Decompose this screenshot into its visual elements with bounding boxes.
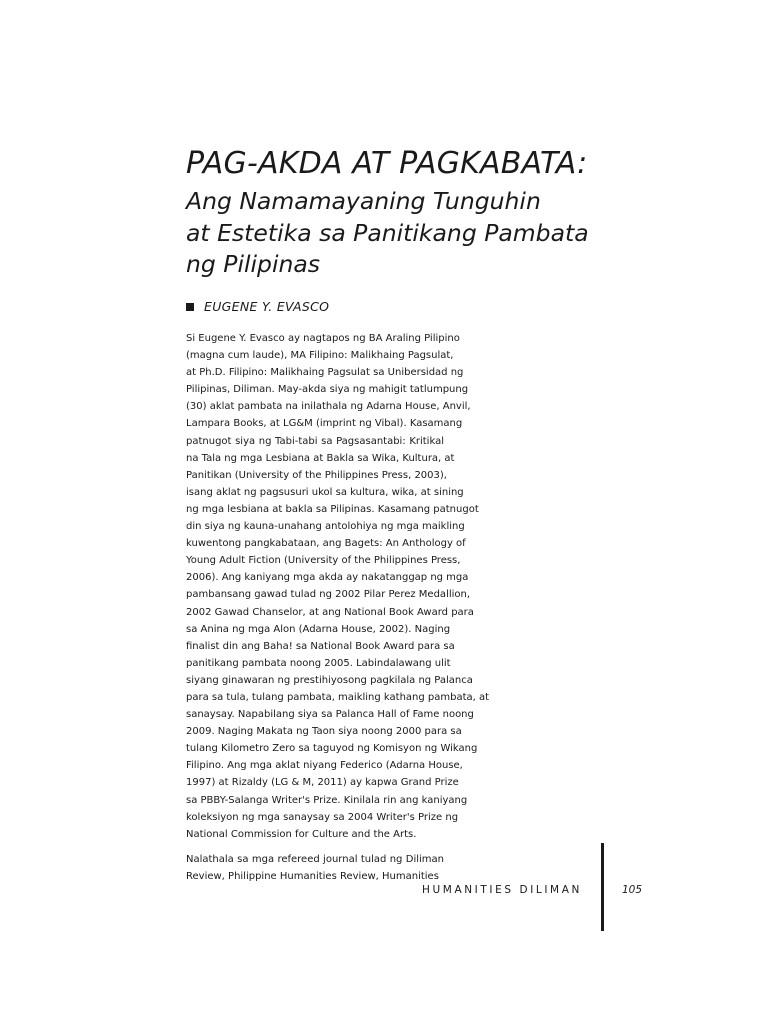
bio-line: ng mga lesbiana at bakla sa Pilipinas. Kasamang patnugot [186, 503, 479, 515]
bio-line: National Commission for Culture and the Arts. [186, 828, 417, 840]
bio-line: koleksiyon ng mga sanaysay sa 2004 Writer's Prize ng [186, 811, 459, 823]
author-line [186, 299, 329, 314]
bio-line: sa Anina ng mga Alon (Adarna House, 2002). Naging [186, 623, 451, 635]
bio-line: patnugot siya ng Tabi-tabi sa Pagsasantabi: Kritikal [186, 435, 444, 447]
author-bio [186, 330, 490, 885]
bio-line: tulang Kilometro Zero sa taguyod ng Komisyon ng Wikang [186, 743, 478, 755]
bio-line: Young Adult Fiction (University of the Philippines Press, [186, 555, 461, 567]
subtitle-line: ng Pilipinas [186, 250, 321, 278]
bio-line: 2009. Naging Makata ng Taon siya noong 2000 para sa [186, 726, 462, 738]
bio-line: Lampara Books, at LG&M (imprint ng Vibal). Kasamang [186, 418, 463, 430]
article-subtitle [186, 186, 626, 281]
paragraph-gap [186, 843, 444, 851]
journal-name: HUMANITIES DILIMAN [422, 884, 582, 896]
bio-line: sanaysay. Napabilang siya sa Palanca Hall of Fame noong [186, 709, 474, 721]
bio-line: din siya ng kauna-unahang antolohiya ng mga maikling [186, 521, 465, 533]
bio-line: Filipino. Ang mga aklat niyang Federico (Adarna House, [186, 760, 463, 772]
bio-line: 1997) at Rizaldy (LG & M, 2011) ay kapwa Grand Prize [186, 777, 459, 789]
author-name: EUGENE Y. EVASCO [204, 299, 330, 314]
bio-line: para sa tula, tulang pambata, maikling kathang pambata, at [186, 691, 490, 703]
bio-line: Pilipinas, Diliman. May-akda siya ng mahigit tatlumpung [186, 384, 469, 396]
bio-line: panitikang pambata noong 2005. Labindalawang ulit [186, 657, 451, 669]
bio-line: siyang ginawaran ng prestihiyosong pagkilala ng Palanca [186, 674, 473, 686]
bio-line: finalist din ang Baha! sa National Book Award para sa [186, 640, 455, 652]
bio-line: 2006). Ang kaniyang mga akda ay nakatanggap ng mga [186, 572, 469, 584]
bio-line: Si Eugene Y. Evasco ay nagtapos ng BA Araling Pilipino [186, 333, 460, 344]
footer-divider [601, 843, 604, 931]
bio-line: kuwentong pangkabataan, ang Bagets: An Anthology of [186, 538, 466, 550]
bio-line: na Tala ng mga Lesbiana at Bakla sa Wika, Kultura, at [186, 452, 455, 464]
bio-line: (30) aklat pambata na inilathala ng Adarna House, Anvil, [186, 401, 471, 413]
page-number: 105 [622, 884, 643, 896]
title-block [186, 146, 626, 281]
bio-line: Panitikan (University of the Philippines Press, 2003), [186, 469, 447, 481]
bio-line: 2002 Gawad Chanselor, at ang National Book Award para [186, 606, 474, 618]
article-title: PAG-AKDA AT PAGKABATA: [186, 146, 588, 181]
subtitle-line: Ang Namamayaning Tunguhin [186, 187, 541, 215]
bio-line: at Ph.D. Filipino: Malikhaing Pagsulat sa Unibersidad ng [186, 367, 464, 379]
bio-line: pambansang gawad tulad ng 2002 Pilar Perez Medallion, [186, 589, 471, 601]
bio-line: (magna cum laude), MA Filipino: Malikhaing Pagsulat, [186, 350, 454, 362]
subtitle-line: at Estetika sa Panitikang Pambata [186, 218, 589, 247]
bio-line: sa PBBY-Salanga Writer's Prize. Kinilala rin ang kaniyang [186, 794, 468, 806]
bio-line: Nalathala sa mga refereed journal tulad ng Diliman [186, 853, 444, 865]
bullet-square-icon [186, 303, 194, 311]
bio-line: isang aklat ng pagsusuri ukol sa kultura, wika, at sining [186, 486, 464, 498]
bio-line: Review, Philippine Humanities Review, Humanities [186, 870, 439, 882]
